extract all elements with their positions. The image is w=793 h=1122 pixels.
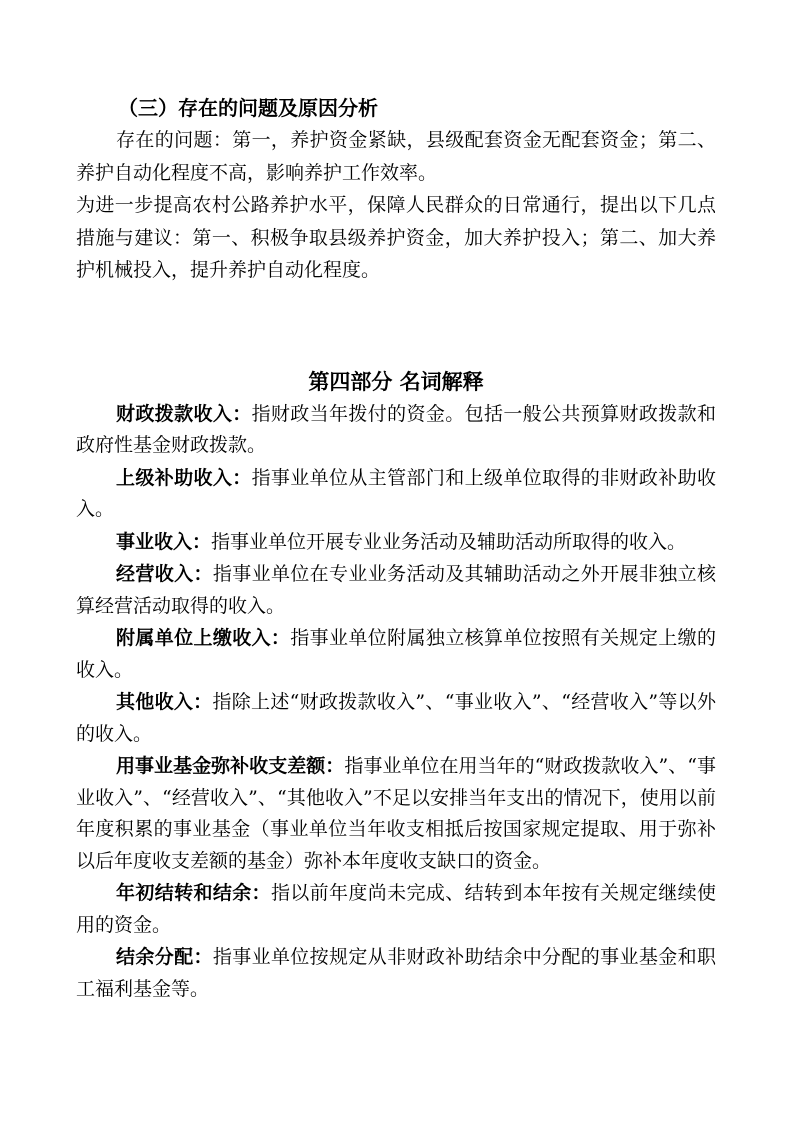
definition-item bbox=[76, 463, 716, 526]
definition-text: 指事业单位从主管部门和上级单位取得的非财政补助收入。 bbox=[76, 466, 716, 520]
definition-item bbox=[76, 942, 716, 1005]
section-gap bbox=[76, 287, 716, 365]
definition-term: 用事业基金弥补收支差额： bbox=[116, 755, 345, 777]
definition-term: 上级补助收入： bbox=[116, 466, 252, 489]
definition-item bbox=[76, 878, 716, 941]
suggestion-paragraph: 为进一步提高农村公路养护水平，保障人民群众的日常通行，提出以下几点措施与建议：第一、积极争取县级养护资金，加大养护投入；第二、加大养护机械投入，提升养护自动化程度。 bbox=[76, 194, 716, 281]
definition-item bbox=[76, 751, 716, 877]
definition-term: 事业收入： bbox=[116, 530, 212, 553]
definition-text: 指除上述“财政拨款收入”、“事业收入”、“经营收入”等以外的收入。 bbox=[76, 691, 716, 745]
document-page bbox=[76, 92, 716, 1006]
definition-term: 其他收入： bbox=[116, 691, 213, 713]
definition-item bbox=[76, 687, 716, 750]
definition-text: 指事业单位在用当年的“财政拨款收入”、“事业收入”、“经营收入”、“其他收入”不足以安排当年支出的情况下，使用以前年度积累的事业基金（事业单位当年收支相抵后按国家规定提取、用于弥补以后年度收支差额的基金）弥补本年度收支缺口的资金。 bbox=[76, 755, 716, 872]
definition-text: 指事业单位附属独立核算单位按照有关规定上缴的收入。 bbox=[76, 627, 716, 681]
definition-item bbox=[76, 527, 716, 559]
definition-text: 指财政当年拨付的资金。包括一般公共预算财政拨款和政府性基金财政拨款。 bbox=[76, 402, 716, 456]
part-heading: 第四部分 名词解释 bbox=[308, 369, 484, 394]
definition-text: 指事业单位在专业业务活动及其辅助活动之外开展非独立核算经营活动取得的收入。 bbox=[76, 563, 716, 617]
problem-paragraph: 存在的问题：第一，养护资金紧缺，县级配套资金无配套资金；第二、养护自动化程度不高，影响养护工作效率。 bbox=[76, 129, 716, 184]
definition-text: 指事业单位按规定从非财政补助结余中分配的事业基金和职工福利基金等。 bbox=[76, 946, 716, 1000]
section-heading: （三）存在的问题及原因分析 bbox=[118, 96, 378, 120]
definition-term: 经营收入： bbox=[116, 563, 213, 585]
definition-term: 结余分配： bbox=[116, 946, 213, 968]
definition-item bbox=[76, 559, 716, 622]
definition-term: 年初结转和结余： bbox=[116, 882, 271, 904]
definition-term: 附属单位上缴收入： bbox=[116, 627, 291, 649]
definition-text: 指以前年度尚未完成、结转到本年按有关规定继续使用的资金。 bbox=[76, 882, 716, 936]
definition-item bbox=[76, 399, 716, 462]
definition-term: 财政拨款收入： bbox=[116, 402, 252, 425]
definition-item bbox=[76, 623, 716, 686]
definition-text: 指事业单位开展专业业务活动及辅助活动所取得的收入。 bbox=[211, 530, 687, 553]
